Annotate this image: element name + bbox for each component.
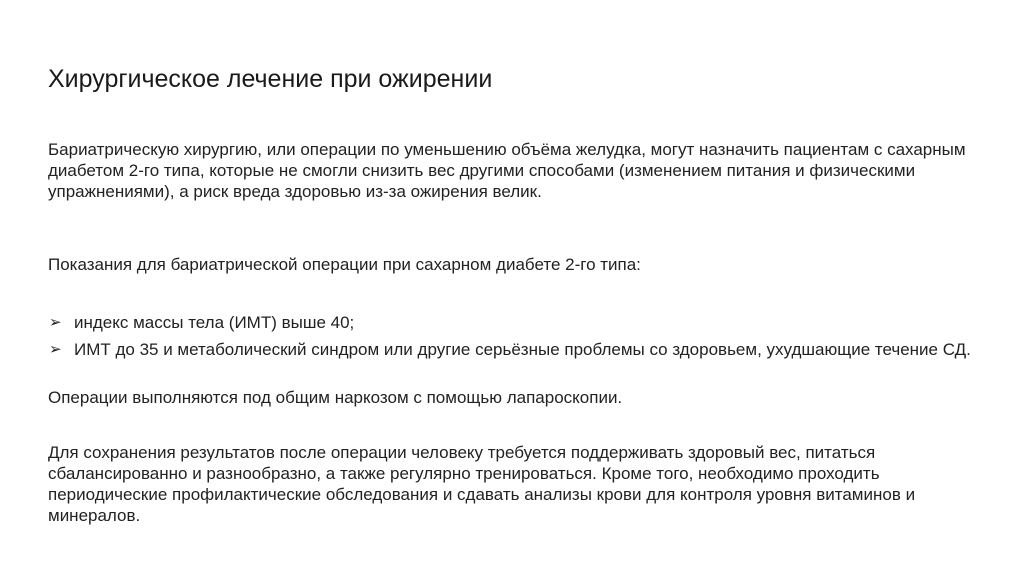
arrow-bullet-icon: ➢ — [49, 340, 62, 358]
indications-list — [48, 312, 978, 366]
list-item — [48, 339, 978, 360]
arrow-bullet-icon: ➢ — [49, 313, 62, 331]
list-item-text: индекс массы тела (ИМТ) выше 40; — [74, 313, 355, 332]
list-item-text: ИМТ до 35 и метаболический синдром или другие серьёзные проблемы со здоровьем, ухудшающие течение СД. — [74, 340, 971, 359]
slide-title: Хирургическое лечение при ожирении — [48, 65, 493, 93]
aftercare-paragraph: Для сохранения результатов после операции человеку требуется поддерживать здоровый вес, питаться сбалансированно и разнообразно, а также регулярно тренироваться. Кроме того, необходимо проходить периодические профилактические обследования и сдавать анализы крови для контроля уровня витаминов и минералов. — [48, 443, 916, 525]
list-item — [48, 312, 978, 333]
anesthesia-paragraph: Операции выполняются под общим наркозом с помощью лапароскопии. — [48, 388, 623, 407]
intro-paragraph: Бариатрическую хирургию, или операции по уменьшению объёма желудка, могут назначить пациентам с сахарным диабетом 2-го типа, которые не смогли снизить вес другими способами (изменением питания и физическими упражнениями), а риск вреда здоровью из-за ожирения велик. — [48, 140, 966, 201]
indications-heading: Показания для бариатрической операции при сахарном диабете 2-го типа: — [48, 255, 641, 274]
